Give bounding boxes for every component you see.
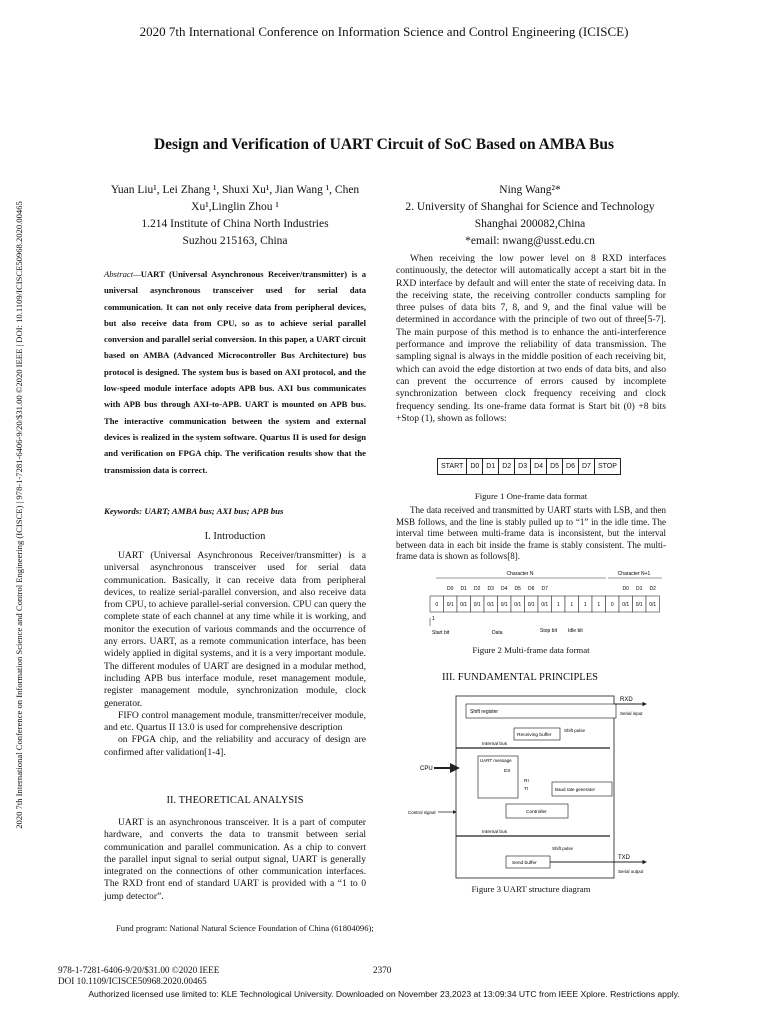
section-2-body — [104, 817, 366, 903]
abstract-text: UART (Universal Asynchronous Receiver/transmitter) is a universal asynchronous transceiver used for serial data communication. It can not only receive data from peripheral devices, but also receive data from CPU, so as to achieve serial parallel conversion and parallel serial conversion. In this paper, a UART circuit based on AMBA (Advanced Microcontroller Bus Architecture) bus protocol is designed. The system bus is based on AXI protocol, and the low-speed module interface adopts APB bus. AXI bus communicates with APB bus through AXI-to-APB. UART is mounted on APB bus. The interactive communication between the system and external devices is realized in the system software. Quartus II is used for design and verification on FPGA chip. The verification results show that the transmission data is correct. — [104, 269, 366, 475]
affiliation-right: 2. University of Shanghai for Science and Technology — [405, 201, 655, 213]
figure-3-uart-structure — [406, 690, 668, 882]
character-n-label: Character N — [506, 571, 534, 577]
txd-label: TXD — [618, 855, 630, 861]
email: *email: nwang@usst.edu.cn — [465, 235, 595, 247]
shift-pulse-label-2: Shift pulse — [552, 846, 574, 851]
ti-label: TI — [524, 787, 529, 792]
city-right: Shanghai 200082,China — [474, 218, 586, 230]
authors-left — [100, 182, 370, 250]
serial-input-label: Serial input — [620, 711, 643, 716]
figure-2-multi-frame — [396, 566, 666, 638]
section-1-paragraph-2: FIFO control management module, transmitter/receiver module, and etc. Quartus II 13.0 is used for comprehensive description — [104, 709, 366, 734]
section-2-paragraph-1: UART is an asynchronous transceiver. It is a part of computer hardware, and converts the data to transmit between serial communication and parallel communication. As a chip to convert the parallel input signal to serial output signal, UART is generally integrated on the connections of other communication interfaces. The RXD front end of standard UART is provided with a “1 to 0 jump detector”. — [104, 817, 366, 902]
fig2-bit-label: D0 — [447, 586, 454, 592]
fig2-cell-text: 0 — [610, 602, 614, 608]
fig2-cell-text: 0/1 — [635, 602, 643, 608]
fig2-one-label: 1 — [432, 616, 435, 622]
city-left: Suzhou 215163, China — [182, 235, 288, 247]
start-bit-label: Start bit — [432, 630, 450, 636]
fig2-bit-label: D2 — [474, 586, 481, 592]
footer-isbn: 978-1-7281-6406-9/20/$31.00 ©2020 IEEE — [58, 965, 220, 975]
fig2-cell-text: 0/1 — [622, 602, 630, 608]
fig2-bit-label: D4 — [501, 586, 508, 592]
fig2-bit-label-next: D2 — [649, 586, 656, 592]
frame-cell: D0 — [467, 459, 483, 475]
frame-format-table — [437, 458, 621, 475]
fig2-cell-text: 0/1 — [500, 602, 508, 608]
abstract-label: Abstract— — [104, 269, 141, 279]
rxd-label: RXD — [620, 697, 633, 703]
side-citation-text: 2020 7th International Conference on Information Science and Control Engineering (ICISCE) | 978-1-7281-6406-9/20/$31.00 ©2020 IEEE | DOI: 10.1109/ICISCE50968.2020.00465 — [14, 201, 24, 829]
cpu-label: CPU — [420, 766, 433, 772]
controller-label: Controller — [526, 810, 547, 815]
fig2-cell-text: 0/1 — [649, 602, 657, 608]
conference-header: 2020 7th International Conference on Information Science and Control Engineering (ICISCE) — [139, 24, 629, 39]
fig2-cell-text: 1 — [597, 602, 601, 608]
receiving-paragraph: When receiving the low power level on 8 RXD interfaces continuously, the detector will automatically accept a start bit in the RXD interface by default and will enter the state of receiving data. In the receiving state, the receiving controller conducts sampling for three pulses of data bits 7, 8, and 9, and the final value will be determined in accordance with the principle of two out of three[5-7]. The main purpose of this method is to enhance the anti-interference performance and improve the reliability of data transmission. The sampling signal is always in the middle position of each receiving bit, which can avoid the edge distortion at two ends of data bits, and also can prevent the occurrence of errors caused by incomplete synchronization between clock frequency receiving and clock frequency sending. Its one-frame data format is Start bit (0) +8 bits +Stop (1), shown as follows: — [396, 253, 666, 424]
abstract — [104, 266, 366, 478]
section-1-body — [104, 550, 366, 759]
ri-label: RI — [524, 779, 529, 784]
internal-bus-label-2: Internal bus — [482, 830, 508, 835]
paper-title: Design and Verification of UART Circuit of SoC Based on AMBA Bus — [153, 136, 615, 153]
section-2-heading: II. THEORETICAL ANALYSIS — [166, 795, 304, 806]
frame-cell: D1 — [483, 459, 499, 475]
authors-right — [390, 182, 670, 250]
keywords: Keywords: UART; AMBA bus; AXI bus; APB bus — [104, 506, 284, 516]
author-names-right: Ning Wang²* — [499, 184, 561, 196]
uart-message-label: UART message — [480, 758, 512, 763]
fig2-cell-text: 0/1 — [473, 602, 481, 608]
fig2-bit-labels — [447, 586, 656, 592]
figure-1-caption: Figure 1 One-frame data format — [474, 491, 588, 501]
multi-frame-paragraph: The data received and transmitted by UART starts with LSB, and then MSB follows, and the line is stably pulled up to “1” in the idle time. The interval time between multi-frame data is inconsistent, but the interval between data in each bit inside the frame is stably consistent. The multi-frame data is shown as follows[8]. — [396, 505, 666, 562]
fig2-bit-label: D1 — [460, 586, 467, 592]
frame-cell: START — [438, 459, 467, 475]
shift-pulse-label: Shift pulse — [564, 728, 586, 733]
section-1-heading: I. Introduction — [204, 531, 266, 542]
fig2-cell-text: 0/1 — [460, 602, 468, 608]
frame-cell: D3 — [515, 459, 531, 475]
frame-cell: D7 — [578, 459, 594, 475]
receiving-buffer-label: Receiving buffer — [517, 733, 552, 738]
fig2-cell-text: 1 — [556, 602, 560, 608]
baud-rate-label: Baud rate generator — [555, 787, 596, 792]
side-citation-strip — [8, 130, 30, 900]
fund-program: Fund program: National Natural Science Foundation of China (61804096); — [116, 923, 374, 933]
fig2-cell-text: 1 — [570, 602, 574, 608]
figure-1-one-frame — [437, 458, 621, 475]
fig2-bit-label-next: D0 — [622, 586, 629, 592]
author-names-left: Yuan Liu¹, Lei Zhang ¹, Shuxi Xu¹, Jian Wang ¹, Chen Xu¹,Linglin Zhou ¹ — [110, 184, 360, 213]
affiliation-left: 1.214 Institute of China North Industries — [141, 218, 329, 230]
footer-left — [58, 965, 219, 987]
fig2-cell-text: 0 — [435, 602, 439, 608]
footer-doi: DOI 10.1109/ICISCE50968.2020.00465 — [58, 976, 207, 986]
internal-bus-label: Internal bus — [482, 742, 508, 747]
section-1-paragraph-1: UART (Universal Asynchronous Receiver/transmitter) is a universal asynchronous transceiver used for serial data communication. Basically, it can receive data from peripheral devices, to realize serial-parallel conversion, and also receive data from CPU, to achieve parallel-serial conversion. CPU can query the complete state of each channel at any time while it is working, and monitor the execution of various commands and the occurrence of any errors. UART, as a remote communication interface, has been widely applied in digital systems, and it is a very important module. The different modules of UART are designed in a modular method, including APB bus interface module, reset management module, register management module, synchronization module, clock generator. — [104, 550, 366, 709]
fig2-bit-cells — [430, 596, 660, 612]
data-label: Data — [492, 630, 503, 636]
serial-output-label: Serial output — [618, 869, 644, 874]
stop-bit-label: Stop bit — [540, 628, 557, 634]
character-n1-label: Character N+1 — [617, 571, 651, 577]
page-number: 2370 — [373, 965, 392, 975]
frame-cell: STOP — [594, 459, 620, 475]
fig2-bit-label: D5 — [514, 586, 521, 592]
frame-cell: D5 — [547, 459, 563, 475]
fig2-cell-text: 1 — [583, 602, 587, 608]
fig2-cell-text: 0/1 — [527, 602, 535, 608]
right-paragraph-1 — [396, 253, 666, 425]
idle-bit-label: Idle bit — [568, 628, 583, 634]
frame-format-row — [438, 459, 621, 475]
license-notice: Authorized licensed use limited to: KLE Technological University. Downloaded on November 23,2023 at 13:09:34 UTC from IEEE Xplore. Restrictions apply. — [88, 989, 680, 999]
fig2-cell-text: 0/1 — [514, 602, 522, 608]
fig2-bit-label-next: D1 — [636, 586, 643, 592]
frame-cell: D4 — [531, 459, 547, 475]
frame-cell: D6 — [563, 459, 579, 475]
fig2-bit-label: D3 — [487, 586, 494, 592]
shift-register-label: Shift register — [470, 709, 499, 715]
fig2-bit-label: D6 — [528, 586, 535, 592]
es-label: ES — [504, 769, 511, 774]
section-3-heading: III. FUNDAMENTAL PRINCIPLES — [442, 672, 598, 683]
send-buffer-label: Send buffer — [512, 861, 537, 866]
section-1-paragraph-3: on FPGA chip, and the reliability and accuracy of design are confirmed after validation[1-4]. — [104, 734, 366, 758]
fig2-cell-text: 0/1 — [446, 602, 454, 608]
fig2-bit-label: D7 — [541, 586, 548, 592]
figure-3-caption: Figure 3 UART structure diagram — [471, 884, 591, 894]
control-signal-label: Control signal — [408, 810, 436, 815]
figure-2-caption: Figure 2 Multi-frame data format — [472, 645, 590, 655]
frame-cell: D2 — [499, 459, 515, 475]
fig2-cell-text: 0/1 — [541, 602, 549, 608]
right-paragraph-2 — [396, 505, 666, 563]
fig2-cell-text: 0/1 — [487, 602, 495, 608]
